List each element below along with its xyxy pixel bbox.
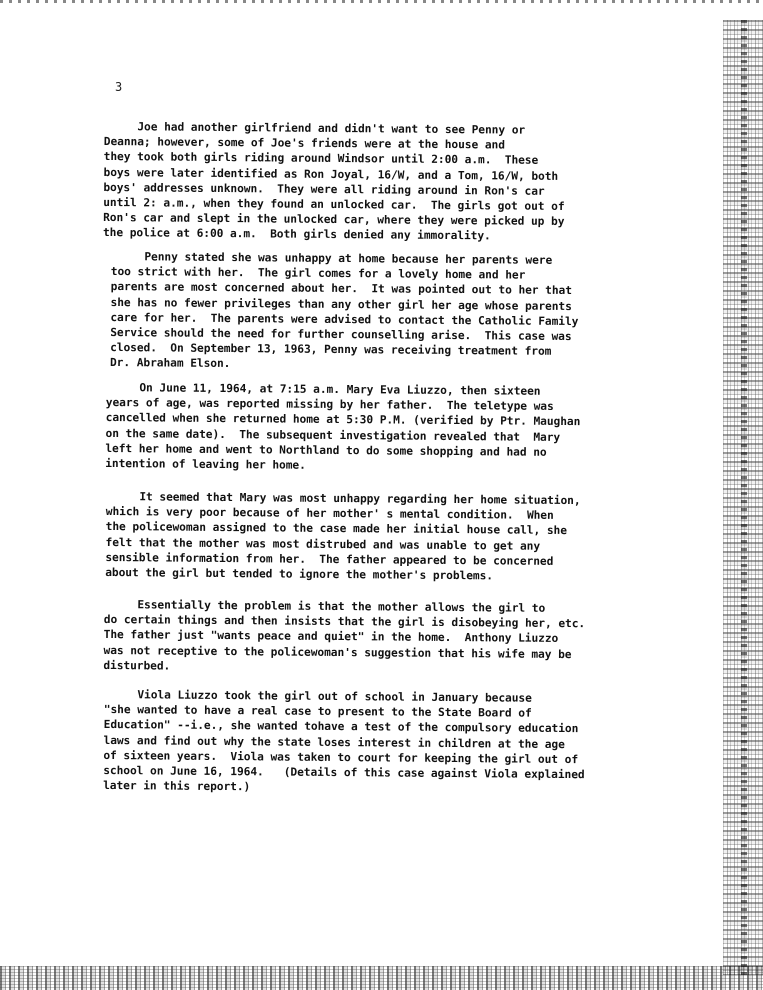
paragraph-6: Viola Liuzzo took the girl out of school in January because "she wanted to have a real case to present to the State Board of Education" --i.e., she wanted tohave a test of the compulsory education laws and find out why the state loses interest in children at the age of sixteen years. Viola was taken to court for keeping the girl out of school on June 16, 1964. (Details of this case against Viola explained later in this report.) bbox=[103, 687, 585, 794]
paragraph-1: Joe had another girlfriend and didn't want to see Penny or Deanna; however, some of Joe's friends were at the house and they took both girls riding around Windsor until 2:00 a.m. These boys were later identified as Ron Joyal, 16/W, and a Tom, 16/W, both boys' addresses unknown. They were all riding around in Ron's car until 2: a.m., when they found an unlocked car. The girls got out of Ron's car and slept in the unlocked car, where they were picked up by the police at 6:00 a.m. Both girls denied any immorality. bbox=[102, 119, 565, 243]
paragraph-2: Penny stated she was unhappy at home because her parents were too strict with her. The girl comes for a lovely home and her parents are most concerned about her. It was pointed out to her that she has no fewer privileges than any other girl her age whose parents care for her. The parents were advised to contact the Catholic Family Service should the need for further counselling arise. This case was closed. On September 13, 1963, Penny was receiving treatment from Dr. Abraham Elson. bbox=[109, 249, 579, 371]
paragraph-4: It seemed that Mary was most unhappy regarding her home situation, which is very poor because of her mother' s mental condition. When the policewoman assigned to the case made her initial house call, she felt that the mother was most distrubed and was unable to get any sensible information from her. The father appeared to be concerned about the girl but tended to ignore the mother's problems. bbox=[105, 489, 581, 583]
scan-noise-bottom-edge bbox=[0, 966, 763, 990]
scan-noise-right-streak bbox=[741, 20, 747, 975]
page-number: 3 bbox=[115, 80, 123, 94]
paragraph-5: Essentially the problem is that the mother allows the girl to do certain things and then insists that the girl is disobeying her, etc. The father just "wants peace and quiet" in the home. Anthony Liuzzo was not receptive to the policewoman's suggestion that his wife may be disturbed. bbox=[103, 597, 586, 673]
perforation-edge bbox=[0, 0, 763, 3]
paragraph-3: On June 11, 1964, at 7:15 a.m. Mary Eva Liuzzo, then sixteen years of age, was reported missing by her father. The teletype was cancelled when she returned home at 5:30 P.M. (verified by Ptr. Maughan on the same date). The subsequent investigation revealed that Mary left her home and went to Northland to do some shopping and had no intention of leaving her home. bbox=[105, 380, 581, 472]
